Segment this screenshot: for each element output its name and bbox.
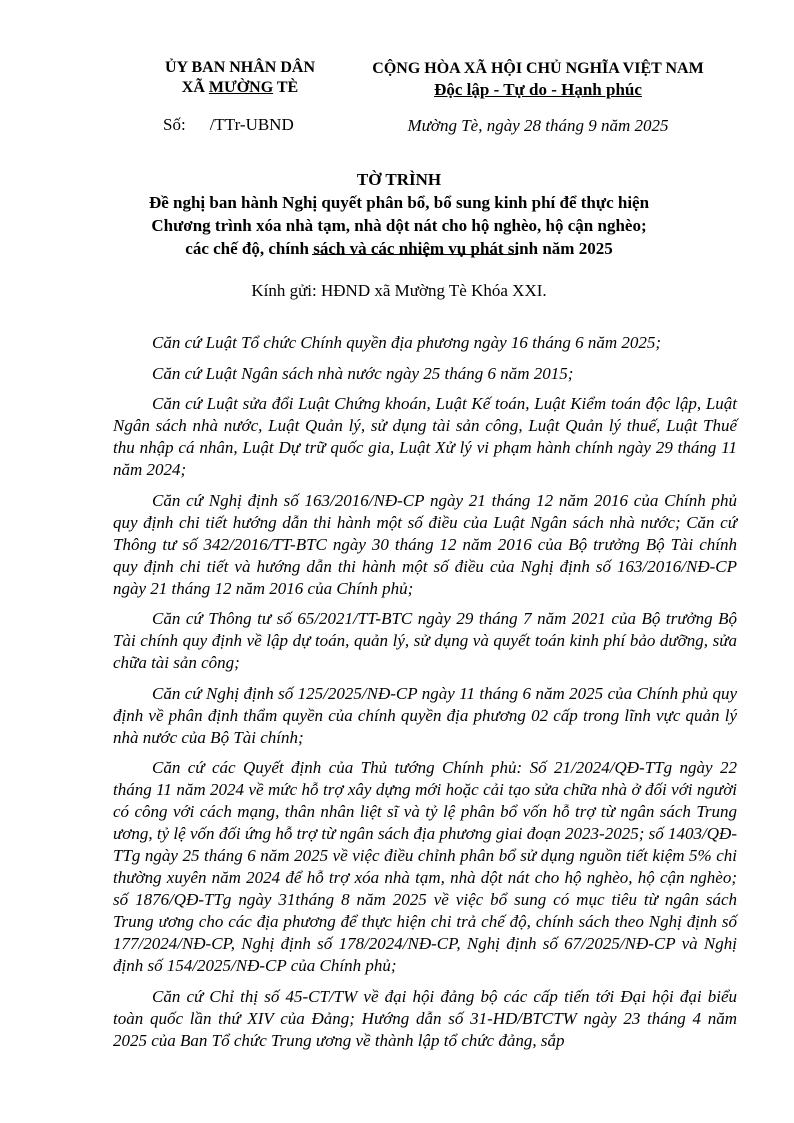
document-number: [163, 115, 294, 135]
agency-line2-suffix: TÈ: [273, 79, 299, 96]
legal-basis-paragraph: Căn cứ Chỉ thị số 45-CT/TW về đại hội đảng bộ các cấp tiến tới Đại hội đại biểu toàn quốc lần thứ XIV của Đảng; Hướng dẫn số 31-HD/BTCTW ngày 23 tháng 4 năm 2025 của Ban Tổ chức Trung ương về thành lập tổ chức đảng, sắp: [113, 986, 737, 1050]
legal-basis-paragraph: Căn cứ Thông tư số 65/2021/TT-BTC ngày 29 tháng 7 năm 2021 của Bộ trưởng Bộ Tài chính quy định về lập dự toán, quản lý, sử dụng và quyết toán kinh phí bảo dưỡng, sửa chữa tài sản công;: [113, 609, 737, 672]
legal-basis-paragraph: Căn cứ Nghị định số 163/2016/NĐ-CP ngày 21 tháng 12 năm 2016 của Chính phủ quy định chi tiết hướng dẫn thi hành một số điều của Luật Ngân sách nhà nước; Căn cứ Thông tư số 342/2016/TT-BTC ngày 30 tháng 12 năm 2016 của Bộ trưởng Bộ Tài chính quy định chi tiết và hướng dẫn thi hành một số điều của Nghị định số 163/2016/NĐ-CP ngày 21 tháng 12 năm 2016 của Chính phủ;: [113, 490, 737, 598]
agency-name-line1: ỦY BAN NHÂN DÂN: [164, 59, 316, 76]
place-date: Mường Tè, ngày 28 tháng 9 năm 2025: [407, 116, 669, 135]
document-body: [113, 332, 737, 1060]
legal-basis-paragraph: Căn cứ các Quyết định của Thủ tướng Chính phủ: Số 21/2024/QĐ-TTg ngày 22 tháng 11 năm 2024 về mức hỗ trợ xây dựng mới hoặc cải tạo sửa chữa nhà ở đối với người có công với cách mạng, thân nhân liệt sĩ và tỷ lệ phân bổ vốn hỗ trợ từ ngân sách Trung ương, tỷ lệ vốn đối ứng hỗ trợ từ ngân sách địa phương giai đoạn 2023-2025; số 1403/QĐ-TTg ngày 25 tháng 6 năm 2025 về việc điều chỉnh phân bổ sử dụng nguồn tiết kiệm 5% chi thường xuyên năm 2024 để hỗ trợ xóa nhà tạm, nhà dột nát cho hộ nghèo, hộ cận nghèo; số 1876/QĐ-TTg ngày 31tháng 8 năm 2025 về việc bổ sung có mục tiêu từ ngân sách Trung ương cho các địa phương để thực hiện chi trả chế độ, chính sách theo Nghị định số 177/2024/NĐ-CP, Nghị định số 178/2024/NĐ-CP, Nghị định số 67/2025/NĐ-CP và Nghị định số 154/2025/NĐ-CP của Chính phủ;: [113, 758, 737, 975]
title-heading: TỜ TRÌNH: [356, 170, 442, 189]
national-motto: Độc lập - Tự do - Hạnh phúc: [434, 80, 642, 99]
agency-line2-prefix: XÃ: [181, 79, 209, 96]
agency-name-line2: [140, 78, 340, 98]
number-value: /TTr-UBND: [209, 115, 294, 134]
agency-line2-underlined: MƯỜNG: [208, 79, 274, 96]
nation-name: CỘNG HÒA XÃ HỘI CHỦ NGHĨA VIỆT NAM: [372, 60, 704, 77]
document-title: [92, 168, 706, 260]
legal-basis-paragraph: Căn cứ Nghị định số 125/2025/NĐ-CP ngày 11 tháng 6 năm 2025 của Chính phủ quy định về phân định thẩm quyền của chính quyền địa phương 02 cấp trong lĩnh vực quản lý nhà nước của Bộ Tài chính;: [113, 683, 737, 747]
legal-basis-paragraph: Căn cứ Luật Tổ chức Chính quyền địa phương ngày 16 tháng 6 năm 2025;: [152, 333, 662, 352]
title-subject-line3: các chế độ, chính sách và các nhiệm vụ phát sinh năm 2025: [185, 239, 613, 258]
issuing-agency: [140, 58, 340, 98]
title-underline: [312, 254, 518, 255]
recipient-line: Kính gửi: HĐND xã Mường Tè Khóa XXI.: [251, 281, 547, 300]
national-header: [350, 58, 726, 101]
legal-basis-paragraph: Căn cứ Luật Ngân sách nhà nước ngày 25 tháng 6 năm 2015;: [152, 363, 574, 383]
title-subject-line1: Đề nghị ban hành Nghị quyết phân bổ, bổ sung kinh phí để thực hiện: [148, 193, 650, 212]
number-label: Số:: [163, 115, 186, 134]
legal-basis-paragraph: Căn cứ Luật sửa đổi Luật Chứng khoán, Luật Kế toán, Luật Kiểm toán độc lập, Luật Ngân sách nhà nước, Luật Quản lý, sử dụng tài sản công, Luật Quản lý thuế, Luật Thuế thu nhập cá nhân, Luật Dự trữ quốc gia, Luật Xử lý vi phạm hành chính ngày 29 tháng 11 năm 2024;: [113, 394, 737, 479]
title-subject-line2: Chương trình xóa nhà tạm, nhà dột nát cho hộ nghèo, hộ cận nghèo;: [151, 216, 647, 235]
